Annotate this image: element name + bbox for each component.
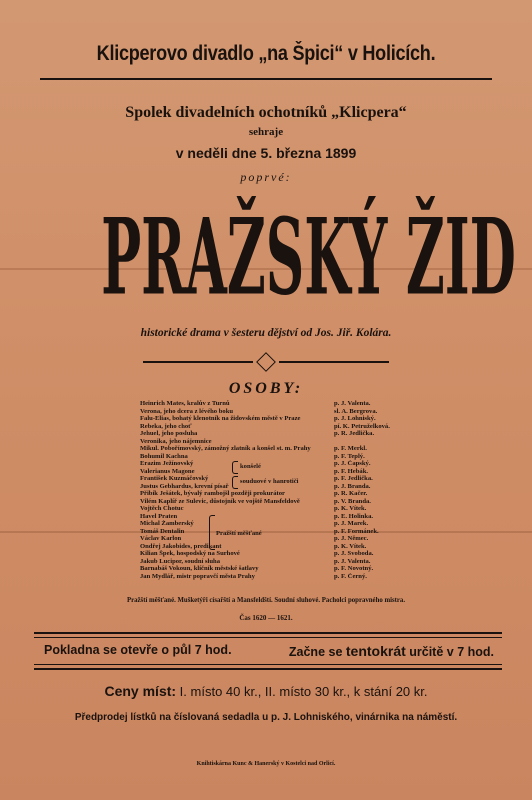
cast-role: Přibík Ješátek, bývalý rambojšl později prokurátor [140, 490, 285, 497]
cast-role: Kilian Špek, hospodský na Surhové [140, 550, 240, 557]
cast-row [140, 505, 402, 513]
cast-role: Václav Karlon [140, 535, 182, 542]
cast-row [140, 528, 402, 536]
info-rule-bottom [34, 664, 502, 670]
group-brace [232, 461, 238, 474]
start-time [289, 643, 494, 659]
cast-actor: p. F. Merkl. [334, 445, 367, 452]
cast-list [140, 400, 402, 580]
cast-actor: p. J. Branda. [334, 482, 371, 490]
prices-label: Ceny míst: [104, 683, 177, 699]
prices-text: I. místo 40 kr., II. místo 30 kr., k stání 20 kr. [176, 684, 428, 699]
cast-heading: OSOBY: [228, 380, 304, 397]
cast-row [140, 490, 402, 498]
performance-date: v neděli dne 5. března 1899 [175, 145, 357, 161]
start-time-emphasis: tentokrát [345, 643, 406, 659]
cast-actor: p. V. Branda. [334, 497, 371, 505]
cast-actor: p. J. Valenta. [334, 557, 371, 565]
cast-row [140, 558, 402, 566]
cast-role: Michal Žamberský [140, 520, 194, 527]
cast-actor: p. J. Marek. [334, 520, 369, 527]
cast-actor: p. J. Lohniský. [334, 415, 376, 422]
cast-row [140, 400, 402, 408]
printer-credit: Knihtiskárna Kunc & Hanerský v Kostelci nad Orlicí. [196, 761, 336, 767]
cast-actor: p. J. Valenta. [334, 400, 371, 407]
cast-row [140, 423, 402, 431]
cast-actor: p. J. Svoboda. [334, 550, 374, 557]
ornament-line [279, 361, 389, 363]
cast-role: Valerianus Magone [140, 467, 195, 475]
cast-actor: p. F. Teplý. [334, 452, 365, 460]
cast-role: Justus Gebhardus, krevní písař [140, 482, 229, 490]
presale-info: Předprodej lístků na číslovaná sedadla u p. J. Lohniského, vinárnika na náměstí. [74, 712, 458, 723]
premiere-text: poprvé: [240, 170, 292, 184]
cast-role: Tomáš Dentalin [140, 527, 185, 535]
header-rule [40, 78, 492, 80]
start-time-pre: Začne se [288, 645, 346, 659]
cast-actor: sl. A. Bergrova. [334, 407, 378, 415]
start-time-post: určitě v 7 hod. [405, 645, 494, 659]
cast-role: Falu-Elias, bohatý klenotník na židovském městě v Praze [140, 415, 301, 422]
group-label-mestane: Pražští měšťané [216, 530, 262, 537]
cast-row [140, 415, 402, 423]
cast-actor: p. K. Vítek. [334, 542, 367, 550]
cast-row [140, 535, 402, 543]
cast-actor: p. R. Kačer. [334, 490, 368, 497]
cast-row [140, 453, 402, 461]
cast-row [140, 438, 402, 446]
cast-role: Havel Praten [140, 512, 178, 520]
cast-role: František Kuzmáčovský [140, 475, 209, 482]
cast-role: Mikul. Pobořímovský, zámožný zlatník a konšel st. m. Prahy [140, 445, 311, 452]
cast-role: Veronika, jeho nájemnice [140, 437, 212, 445]
info-rule-top [34, 632, 502, 638]
cast-row [140, 550, 402, 558]
cast-actor: p. E. Holinka. [334, 512, 374, 520]
cast-actor: p. F. Jedlička. [334, 475, 373, 482]
cast-row [140, 460, 402, 468]
cast-actor: p. J. Němec. [334, 535, 369, 542]
ornament-line [143, 361, 253, 363]
cast-row [140, 543, 402, 551]
cast-role: Vilém Kaplíř ze Sulevic, důstojník ve vojště Mansfeldově [140, 497, 300, 505]
cast-actor: p. R. Jedlička. [334, 430, 375, 437]
ornament-diamond-icon [256, 352, 276, 372]
group-label-souducove: souduové v hanrotiči [240, 478, 299, 485]
cast-row [140, 573, 402, 581]
cast-actor: p. F. Formánek. [334, 527, 379, 535]
cast-actor: p. F. Hebák. [334, 467, 369, 475]
performs-text: sehraje [248, 126, 284, 138]
cast-role: Verona, jeho dcera z lévého boku [140, 407, 234, 415]
cast-actor: p. F. Novotný. [334, 565, 374, 572]
group-label-konsele: konšelé [240, 463, 261, 470]
cast-actor: pí. K. Petruželková. [334, 422, 390, 430]
ornament-divider [0, 355, 532, 369]
cast-actor: p. F. Černý. [334, 572, 367, 580]
cast-row [140, 520, 402, 528]
society-name: Spolek divadelních ochotníků „Klicpera“ [125, 104, 407, 121]
play-subtitle: historické drama v šesteru dějství od Jos. Jiř. Kolára. [140, 327, 392, 339]
group-brace [209, 515, 215, 550]
cast-role: Vojtěch Chotuc [140, 505, 184, 512]
cast-row [140, 498, 402, 506]
cast-row [140, 445, 402, 453]
cast-actor [334, 438, 402, 446]
cast-row [140, 408, 402, 416]
cast-row [140, 430, 402, 438]
cast-role: Rebeka, jeho choť [140, 422, 192, 430]
ticket-prices [0, 683, 532, 699]
cast-role: Ondřej Jakobides, predikant [140, 542, 222, 550]
cast-actor: p. J. Čapský. [334, 460, 371, 467]
cast-role: Erazim Ježínovský [140, 460, 194, 467]
group-brace [232, 476, 238, 489]
cast-role: Barnabáš Vokoun, klíčník městské šatlavy [140, 565, 259, 572]
cast-role: Bohumil Kachna [140, 452, 188, 460]
cast-row [140, 468, 402, 476]
theatre-name: Klicperovo divadlo „na Špici“ v Holicích. [96, 42, 436, 65]
cast-row [140, 513, 402, 521]
time-period: Čas 1620 — 1621. [239, 614, 293, 622]
box-office-hours: Pokladna se otevře o půl 7 hod. [44, 643, 232, 657]
cast-role: Jan Mydlář, mistr popravčí města Prahy [140, 572, 255, 580]
play-title: PRAŽSKÝ ŽID [101, 196, 516, 320]
cast-role: Jakub Lucipor, soudní sluha [140, 557, 221, 565]
cast-actor: p. K. Vítek. [334, 505, 367, 512]
extras-note: Pražští měšťané. Mušketýři císařští a Mansfeldští. Soudní sluhové. Pacholci popravného mistra. [126, 597, 406, 604]
cast-role: Heinrich Mates, kralův z Turnů [140, 400, 230, 407]
cast-row [140, 565, 402, 573]
cast-role: Jehuel, jeho posluha [140, 430, 198, 437]
